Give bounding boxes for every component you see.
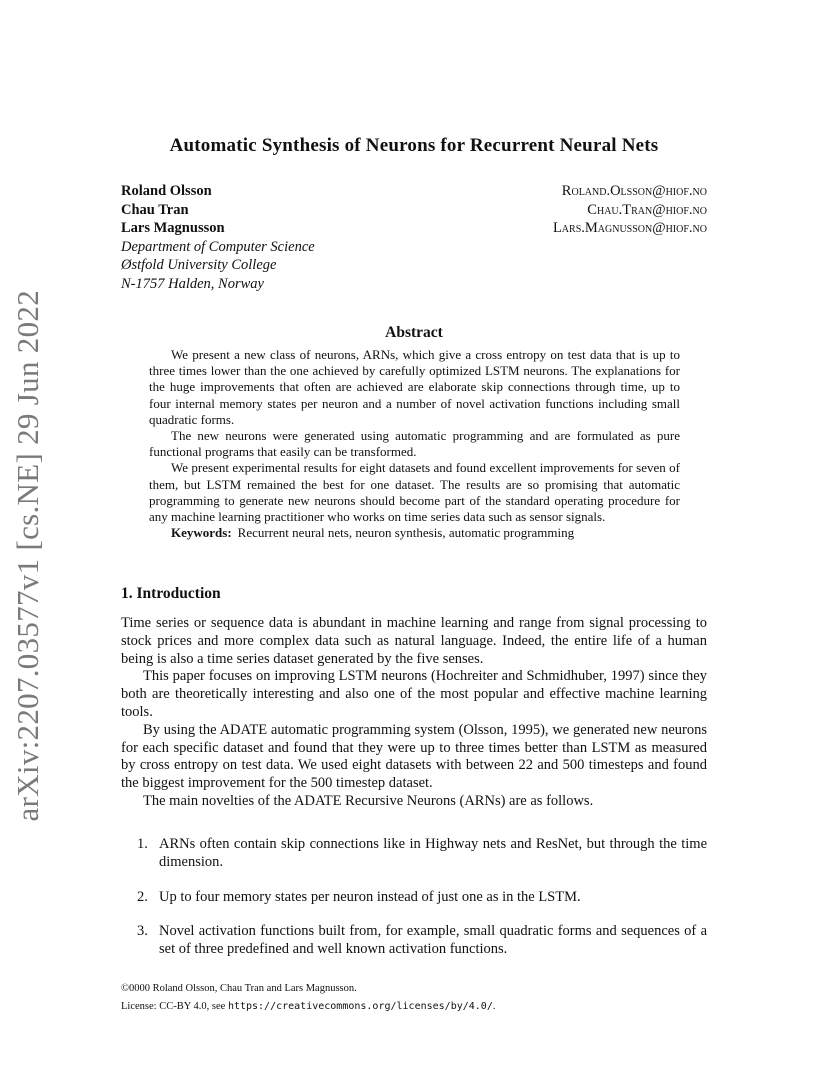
author-email[interactable]: Roland.Olsson@hiof.no xyxy=(561,183,707,199)
affiliation-address: N-1757 Halden, Norway xyxy=(121,275,264,292)
list-item xyxy=(137,923,707,959)
license-prefix: License: CC-BY 4.0, see xyxy=(121,1001,228,1012)
affiliation-college: Østfold University College xyxy=(121,257,277,273)
intro-paragraph: By using the ADATE automatic programming system (Olsson, 1995), we generated new neurons for each specific dataset and found that they were up to three times better than LSTM as measured by cross entropy on test data. We used eight datasets with between 22 and 500 timesteps and found the biggest improvement for the 500 timestep dataset. xyxy=(121,721,707,792)
affiliation-department: Department of Computer Science xyxy=(121,238,315,255)
novelties-list xyxy=(137,836,707,976)
list-text: Novel activation functions built from, for example, small quadratic forms and sequences of a set of three predefined and well known activation functions. xyxy=(159,923,707,958)
keywords-label: Keywords: xyxy=(171,525,232,541)
author-name: Chau Tran xyxy=(121,201,189,218)
list-item xyxy=(137,889,707,907)
list-number: 1. xyxy=(137,836,148,852)
author-row xyxy=(121,183,707,202)
arxiv-side-stamp: arXiv:2207.03577v1 [cs.NE] 29 Jun 2022 xyxy=(10,290,45,822)
author-row xyxy=(121,220,707,239)
page-footer xyxy=(121,983,707,1019)
abstract-body xyxy=(149,347,680,541)
abstract-paragraph: We present experimental results for eight datasets and found excellent improvements for seven of them, but LSTM remained the best for one dataset. The results are so promising that automatic programming to generate new neurons should become part of the standard operating procedure for any machine learning practitioner who works on time series data such as sensor signals. xyxy=(149,460,680,525)
intro-paragraph: Time series or sequence data is abundant in machine learning and range from signal processing to stock prices and more complex data such as natural language. Indeed, the entire life of a human being is also a time series dataset generated by the five senses. xyxy=(121,615,707,667)
author-email[interactable]: Chau.Tran@hiof.no xyxy=(587,201,707,218)
keywords-line xyxy=(149,525,680,541)
list-number: 2. xyxy=(137,888,148,905)
introduction-body xyxy=(121,615,707,811)
paper-title: Automatic Synthesis of Neurons for Recurrent Neural Nets xyxy=(169,135,659,156)
keywords-text: Recurrent neural nets, neuron synthesis, automatic programming xyxy=(237,525,575,541)
intro-paragraph: The main novelties of the ADATE Recursive Neurons (ARNs) are as follows. xyxy=(143,792,594,809)
abstract-paragraph: We present a new class of neurons, ARNs, which give a cross entropy on test data that is up to three times lower than the one achieved by carefully optimized LSTM neurons. The explanations for the huge improvements that often are achieved are elaborate skip connections through time, up to four internal memory states per neuron and a number of novel activation functions including small quadratic forms. xyxy=(149,347,680,427)
copyright-notice: ©0000 Roland Olsson, Chau Tran and Lars Magnusson. xyxy=(121,983,357,994)
list-text: Up to four memory states per neuron instead of just one as in the LSTM. xyxy=(159,888,581,905)
abstract-paragraph: The new neurons were generated using automatic programming and are formulated as pure functional programs that easily can be transformed. xyxy=(149,428,680,460)
list-item xyxy=(137,836,707,872)
author-email[interactable]: Lars.Magnusson@hiof.no xyxy=(552,220,707,236)
author-block xyxy=(121,183,707,294)
author-name: Lars Magnusson xyxy=(121,220,225,236)
license-link[interactable]: https://creativecommons.org/licenses/by/4.0/ xyxy=(227,1001,493,1012)
section-heading-introduction: 1. Introduction xyxy=(121,585,221,602)
license-suffix: . xyxy=(492,1001,496,1012)
list-number: 3. xyxy=(137,923,148,940)
license-notice xyxy=(121,1001,707,1019)
author-name: Roland Olsson xyxy=(121,183,212,199)
list-text: ARNs often contain skip connections like in Highway nets and ResNet, but through the time dimension. xyxy=(159,836,707,870)
abstract-heading: Abstract xyxy=(385,324,443,341)
intro-paragraph: This paper focuses on improving LSTM neurons (Hochreiter and Schmidhuber, 1997) since they both are theoretically interesting and also one of the most popular and effective machine learning tools. xyxy=(121,668,707,720)
author-row xyxy=(121,202,707,221)
